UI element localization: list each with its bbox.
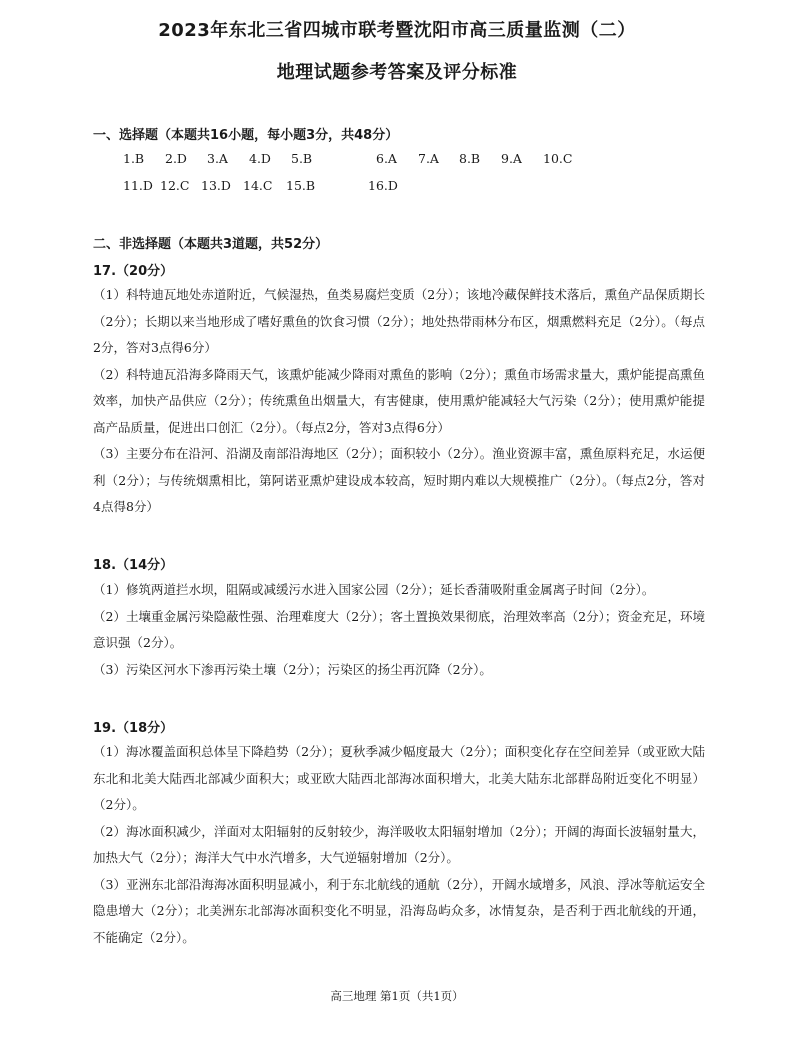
- answer-part: （2）土壤重金属污染隐蔽性强、治理难度大（2分）；客土置换效果彻底，治理效率高（2分）；资金充足，环境意识强（2分）。: [93, 608, 705, 650]
- question-19-title: 19.（18分）: [93, 721, 174, 736]
- answer-part: （2）海冰面积减少，洋面对太阳辐射的反射较少，海洋吸收太阳辐射增加（2分）；开阔的海面长波辐射量大，加热大气（2分）；海洋大气中水汽增多，大气逆辐射增加（2分）。: [93, 823, 705, 865]
- answer-part: （3）主要分布在沿河、沿湖及南部沿海地区（2分）；面积较小（2分）。渔业资源丰富，熏鱼原料充足，水运便利（2分）；与传统烟熏相比，第阿诺亚熏炉建设成本较高，短时期内难以大规模推广（2分）。（每点2分，答对4点得8分）: [93, 446, 705, 514]
- section1-heading: 一、选择题（本题共16小题，每小题3分，共48分）: [93, 128, 399, 143]
- answer-part: （3）污染区河水下渗再污染土壤（2分）；污染区的扬尘再沉降（2分）。: [93, 661, 492, 677]
- question-18-title: 18.（14分）: [93, 558, 174, 573]
- answer-item: 9.A: [501, 151, 522, 166]
- answer-part: （1）科特迪瓦地处赤道附近，气候湿热，鱼类易腐烂变质（2分）；该地冷藏保鲜技术落后，熏鱼产品保质期长（2分）；长期以来当地形成了嗜好熏鱼的饮食习惯（2分）；地处热带雨林分布区，烟熏燃料充足（2分）。（每点2分，答对3点得6分）: [93, 287, 705, 355]
- answer-part: （1）修筑两道拦水坝，阻隔或减缓污水进入国家公园（2分）；延长香蒲吸附重金属离子时间（2分）。: [93, 582, 655, 597]
- question-17-title: 17.（20分）: [93, 264, 174, 279]
- answer-item: 5.B: [291, 151, 313, 166]
- page-footer: 高三地理 第1页（共1页）: [330, 989, 464, 1003]
- answer-item: 13.D: [201, 178, 231, 193]
- answer-item: 15.B: [286, 178, 316, 193]
- answer-item: 3.A: [207, 151, 228, 166]
- answer-item: 11.D: [123, 178, 153, 193]
- answer-item: 7.A: [418, 151, 439, 166]
- answer-item: 6.A: [376, 151, 397, 166]
- answer-item: 1.B: [123, 151, 145, 166]
- question-18-body: [93, 577, 705, 683]
- question-19-body: [93, 739, 705, 951]
- answer-part: （3）亚洲东北部沿海海冰面积明显减小，利于东北航线的通航（2分），开阔水域增多，风浪、浮冰等航运安全隐患增大（2分）；北美洲东北部海冰面积变化不明显，沿海岛屿众多，冰情复杂，是否利于西北航线的开通，不能确定（2分）。: [93, 876, 705, 945]
- answer-part: （2）科特迪瓦沿海多降雨天气，该熏炉能减少降雨对熏鱼的影响（2分）；熏鱼市场需求量大，熏炉能提高熏鱼效率，加快产品供应（2分）；传统熏鱼出烟量大，有害健康，使用熏炉能减轻大气污染（2分）；使用熏炉能提高产品质量，促进出口创汇（2分）。（每点2分，答对3点得6分）: [93, 366, 705, 435]
- answer-item: 12.C: [160, 178, 190, 193]
- section2-heading: 二、非选择题（本题共3道题，共52分）: [93, 237, 329, 252]
- answer-item: 2.D: [165, 151, 187, 166]
- question-17-body: [93, 282, 705, 521]
- answer-item: 10.C: [543, 151, 573, 166]
- document-subtitle: 地理试题参考答案及评分标准: [276, 62, 518, 83]
- document-title: 2023年东北三省四城市联考暨沈阳市高三质量监测（二）: [158, 20, 636, 41]
- answer-part: （1）海冰覆盖面积总体呈下降趋势（2分）；夏秋季减少幅度最大（2分）；面积变化存在空间差异（或亚欧大陆东北和北美大陆西北部减少面积大；或亚欧大陆西北部海冰面积增大，北美大陆东北部群岛附近变化不明显）（2分）。: [93, 744, 705, 812]
- answer-item: 14.C: [243, 178, 273, 193]
- answer-item: 4.D: [249, 151, 271, 166]
- answer-item: 8.B: [459, 151, 481, 166]
- answer-item: 16.D: [368, 178, 398, 193]
